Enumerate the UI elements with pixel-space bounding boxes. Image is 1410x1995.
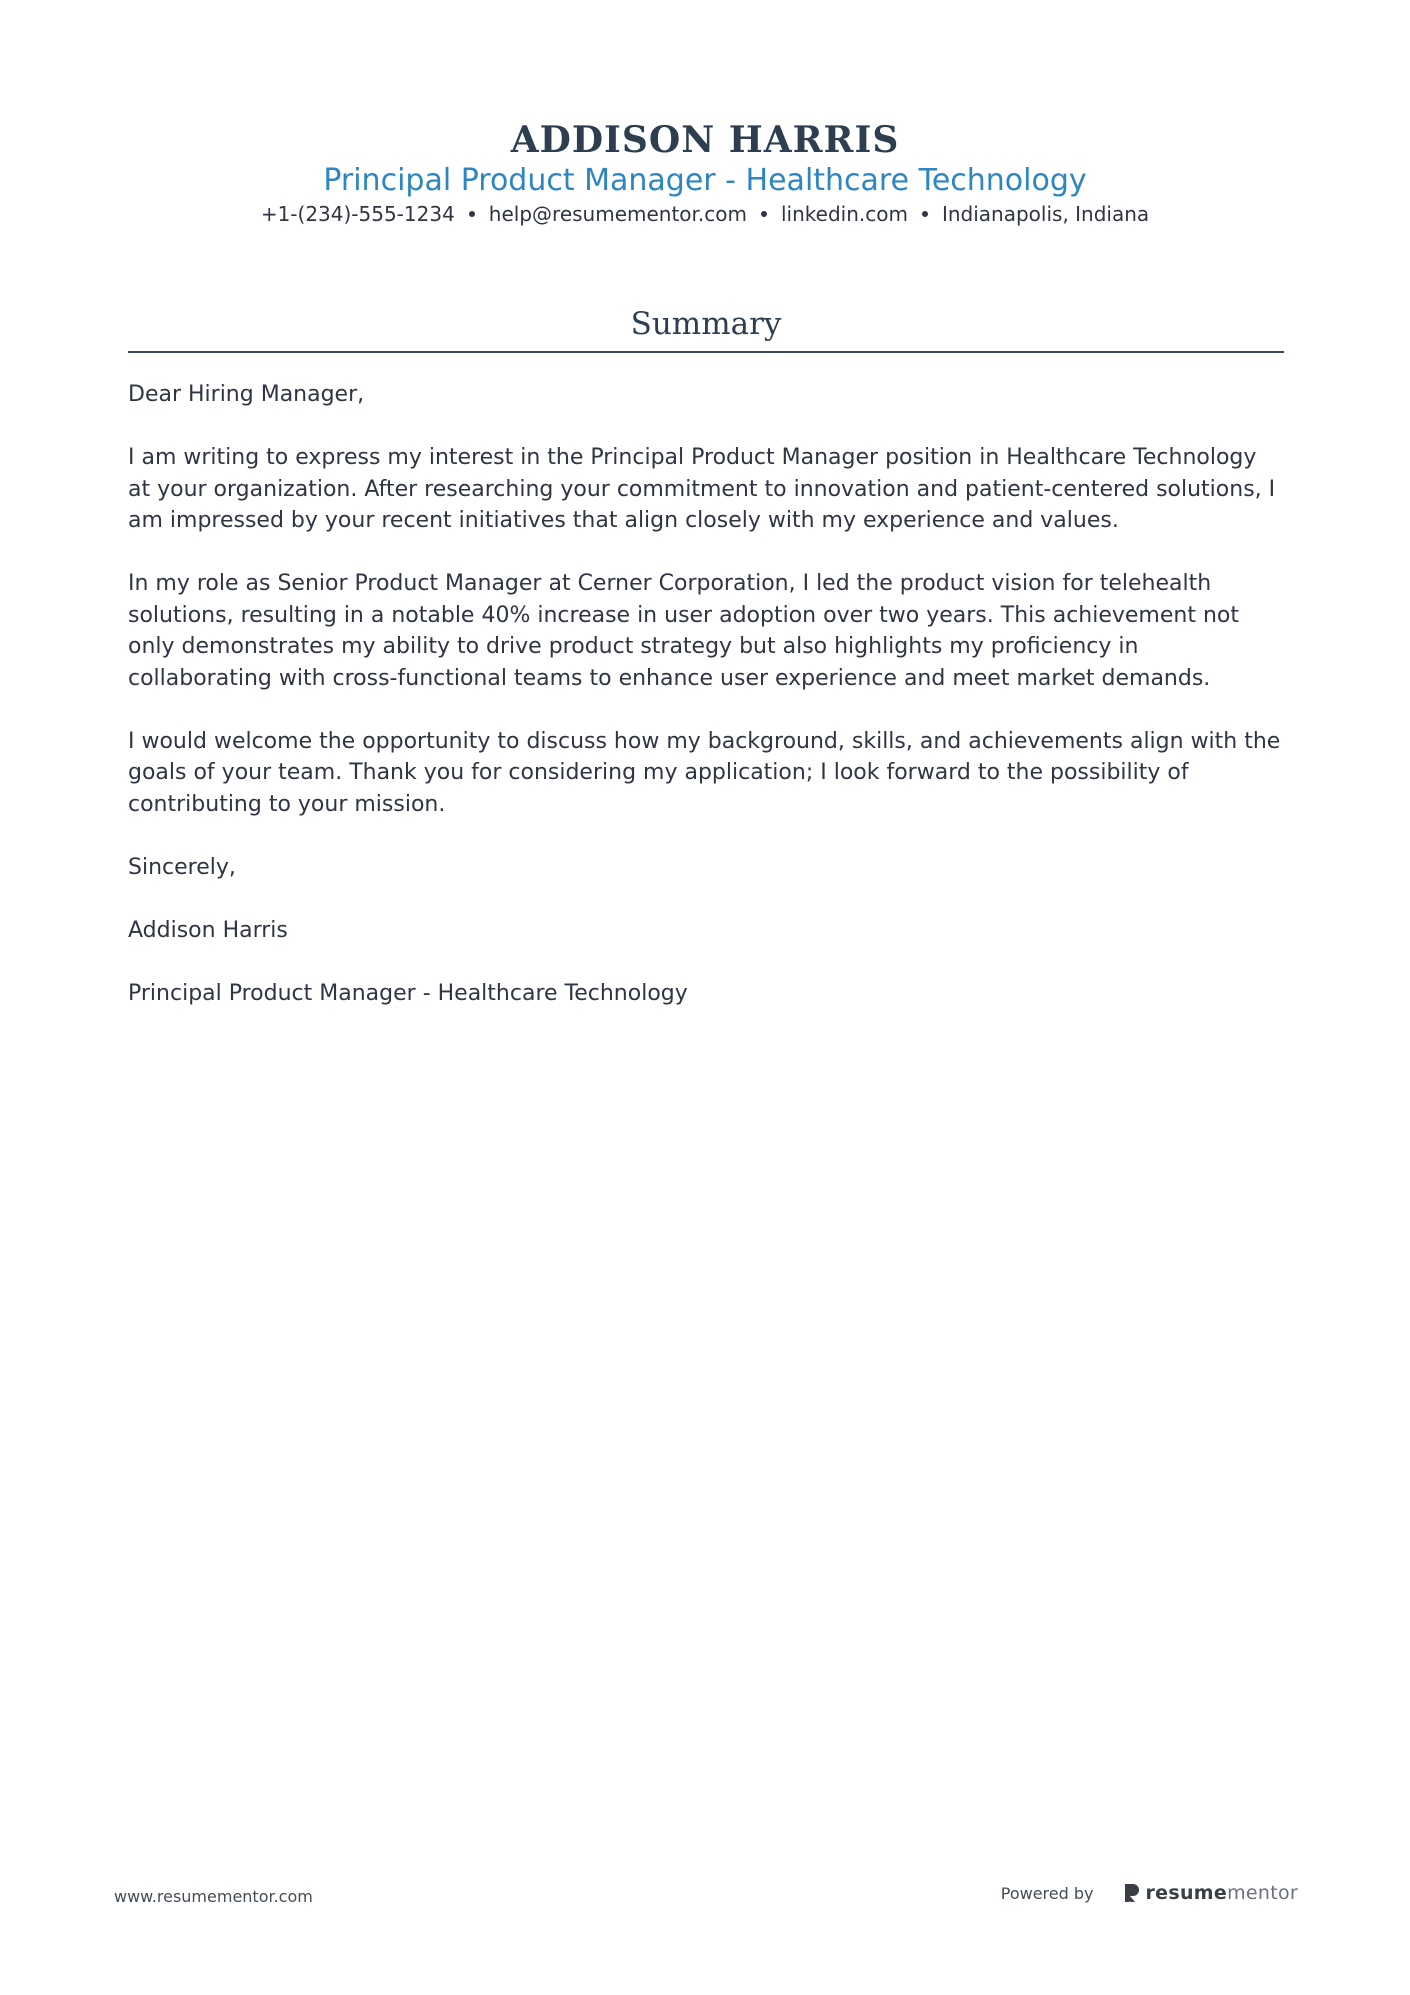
candidate-name: ADDISON HARRIS [510, 119, 900, 161]
contact-phone: +1-(234)-555-1234 [260, 202, 455, 226]
bullet-separator [922, 211, 928, 217]
brand-wordmark-bold: resume [1145, 1882, 1228, 1904]
letter-body [128, 379, 1284, 1041]
contact-email[interactable]: help@resumementor.com [488, 202, 747, 226]
signature-name: Addison Harris [128, 917, 288, 943]
contact-line [0, 200, 1410, 228]
letter-paragraph: In my role as Senior Product Manager at Cerner Corporation, I led the product vision for telehealth solutions, resulting in a notable 40% increase in user adoption over two years. This achievement not only demonstrates my ability to drive product strategy but also highlights my proficiency in collaborating with cross-functional teams to enhance user experience and meet market demands. [128, 571, 1239, 691]
contact-linkedin[interactable]: linkedin.com [781, 202, 908, 226]
letter-greeting: Dear Hiring Manager, [128, 382, 365, 407]
section-divider [128, 351, 1284, 353]
brand-wordmark [1145, 1882, 1298, 1904]
footer-website[interactable]: www.resumementor.com [114, 1887, 313, 1906]
brand-wordmark-light: mentor [1227, 1882, 1298, 1904]
letter-paragraph: I would welcome the opportunity to discuss how my background, skills, and achievements align with the goals of your team. Thank you for considering my application; I look forward to the possibility of contributing to your mission. [128, 728, 1281, 817]
section-title: Summary [630, 306, 782, 342]
footer-branding [1001, 1882, 1298, 1904]
contact-location: Indianapolis, Indiana [941, 202, 1150, 226]
candidate-title: Principal Product Manager - Healthcare Technology [323, 163, 1087, 198]
powered-by-label: Powered by [1000, 1883, 1094, 1903]
letter-paragraph: I am writing to express my interest in the Principal Product Manager position in Healthcare Technology at your organization. After researching your commitment to innovation and patient-centered solutions, I am impressed by your recent initiatives that align closely with my experience and values. [128, 445, 1276, 533]
bullet-separator [761, 211, 767, 217]
bullet-separator [469, 211, 475, 217]
resumementor-logo-icon [1123, 1882, 1141, 1904]
letter-closing: Sincerely, [128, 854, 236, 880]
signature-title: Principal Product Manager - Healthcare Technology [128, 980, 688, 1006]
header [0, 118, 1410, 228]
